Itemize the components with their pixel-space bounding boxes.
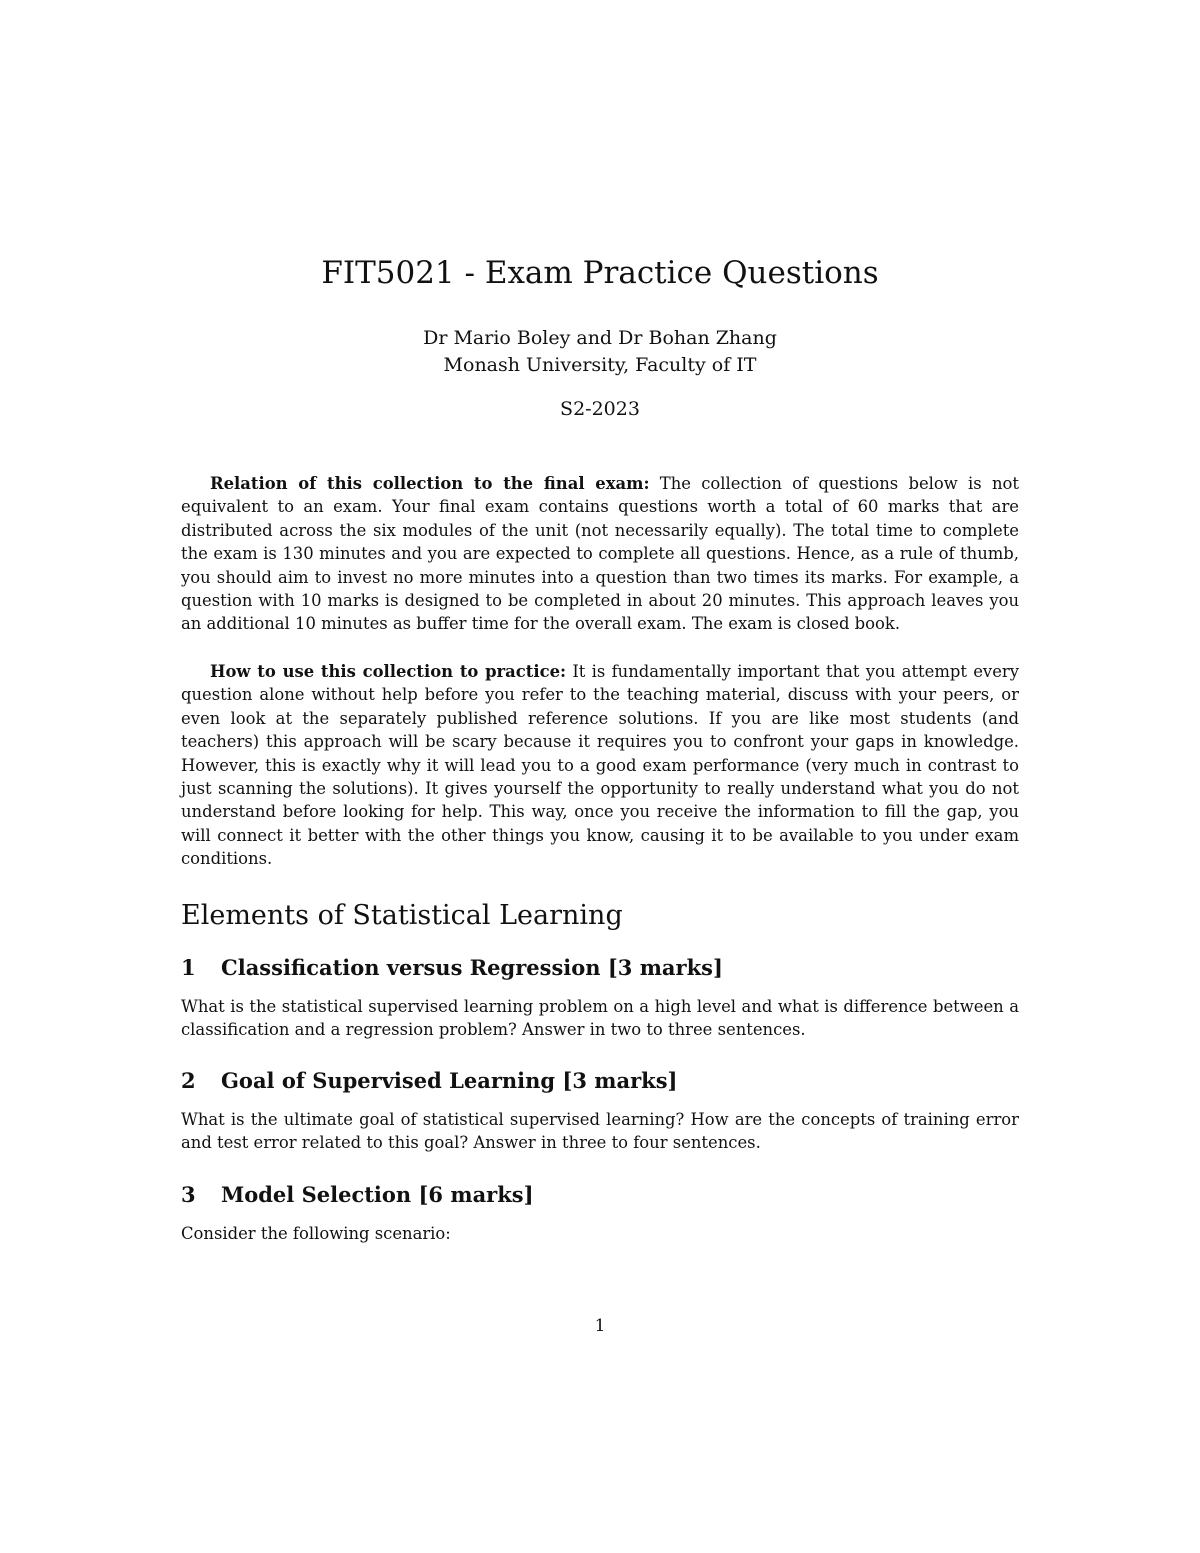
question-heading [181,1182,534,1207]
question-title: Model Selection [6 marks] [221,1182,534,1207]
question-title: Goal of Supervised Learning [3 marks] [221,1068,678,1093]
affiliation: Monash University, Faculty of IT [443,354,757,376]
question-heading [181,955,723,980]
question-text: What is the statistical supervised learning problem on a high level and what is difference between a classification and a regression problem? Answer in two to three sentences. [181,997,1019,1040]
question-heading [181,1068,677,1093]
document-date: S2-2023 [560,398,640,420]
authors: Dr Mario Boley and Dr Bohan Zhang [423,327,777,349]
paragraph-lead: How to use this collection to practice: [210,662,567,681]
section-heading: Elements of Statistical Learning [181,900,623,931]
question-title: Classification versus Regression [3 marks] [221,955,723,980]
intro-paragraph-exam-relation [181,472,1019,636]
document-title: FIT5021 - Exam Practice Questions [321,255,879,291]
question-number: 1 [181,955,196,980]
question-text: Consider the following scenario: [181,1224,451,1243]
paragraph-lead: Relation of this collection to the final exam: [210,474,650,493]
paragraph-text: The collection of questions below is not equivalent to an exam. Your final exam contains questions worth a total of 60 marks that are distributed across the six modules of the unit (not necessarily equally). The total time to complete the exam is 130 minutes and you are expected to complete all questions. Hence, as a rule of thumb, you should aim to invest no more minutes into a question than two times its marks. For example, a question with 10 marks is designed to be completed in about 20 minutes. This approach leaves you an additional 10 minutes as buffer time for the overall exam. The exam is closed book. [181,474,1019,634]
question-number: 3 [181,1182,196,1207]
page-number: 1 [594,1316,606,1336]
question-number: 2 [181,1068,196,1093]
paragraph-text: It is fundamentally important that you attempt every question alone without help before you refer to the teaching material, discuss with your peers, or even look at the separately published reference solutions. If you are like most students (and teachers) this approach will be scary because it requires you to confront your gaps in knowledge. However, this is exactly why it will lead you to a good exam performance (very much in contrast to just scanning the solutions). It gives yourself the opportunity to really understand what you do not understand before looking for help. This way, once you receive the information to fill the gap, you will connect it better with the other things you know, causing it to be available to you under exam conditions. [181,662,1019,869]
intro-paragraph-how-to-use [181,660,1019,871]
question-text: What is the ultimate goal of statistical supervised learning? How are the concepts of training error and test error related to this goal? Answer in three to four sentences. [181,1110,1019,1153]
author-block [0,325,1200,379]
